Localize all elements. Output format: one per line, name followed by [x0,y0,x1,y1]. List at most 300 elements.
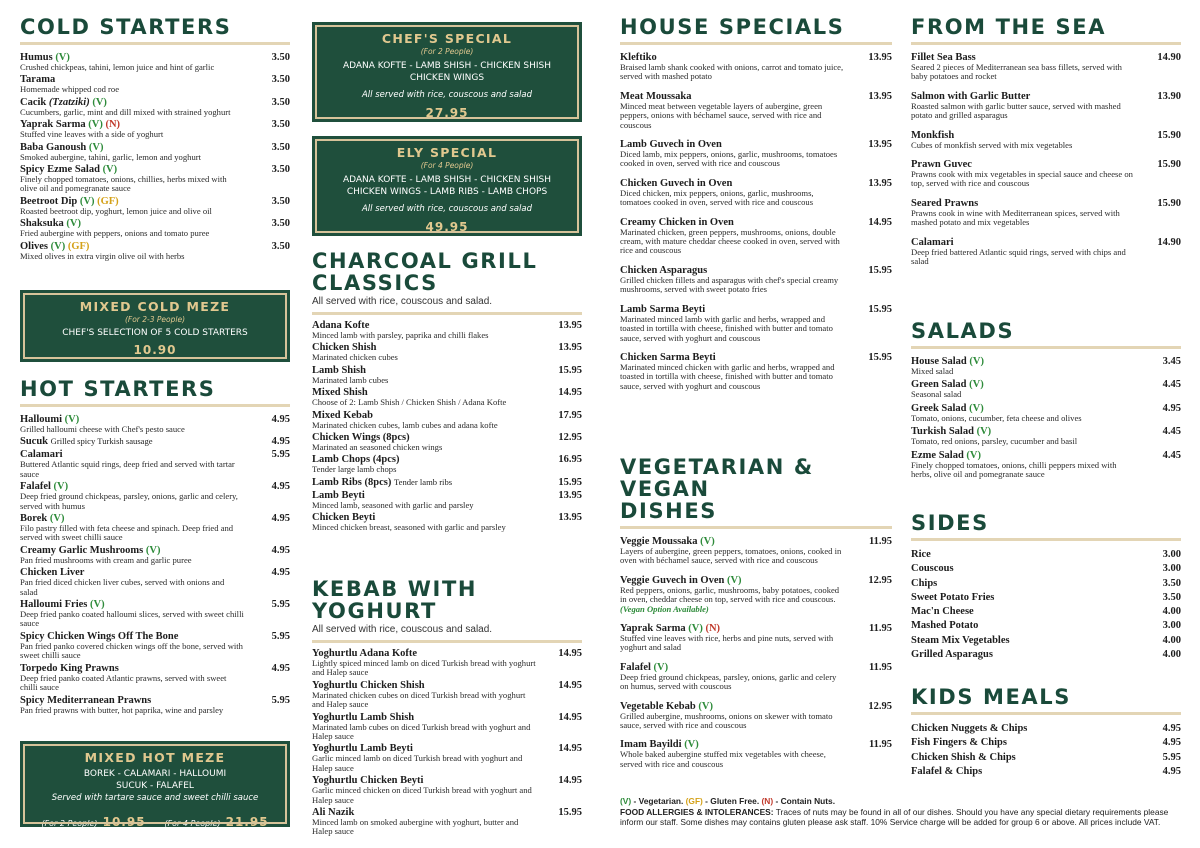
chefs-special-box [312,22,582,122]
item-price: 3.50 [271,52,290,63]
item-description-block [20,460,290,479]
box-title: MIXED COLD MEZE [79,299,231,314]
menu-item [620,265,892,295]
dietary-tag: (V) [79,195,95,207]
item-price: 15.95 [558,364,582,376]
menu-item [312,477,582,488]
item-description: Roasted salmon with garlic butter sauce, served with mashed potato and grilled asparagus [911,100,1121,121]
item-description: Mixed olives in extra virgin olive oil with herbs [20,250,185,261]
ely-special-box [312,136,582,236]
item-price: 4.45 [1162,426,1181,438]
item-description-block [911,209,1181,228]
item-price: 3.50 [271,164,290,176]
item-price: 15.90 [1157,159,1181,171]
dietary-tag: (V) [145,544,161,556]
box-title: ELY SPECIAL [396,145,498,160]
menu-item [20,119,290,139]
item-description-block [312,443,582,452]
item-description-block [20,556,290,565]
item-description-block [620,586,892,614]
menu-item [20,449,290,479]
item-name: Halloumi Fries [20,599,88,611]
menu-item [620,623,892,653]
item-price: 5.95 [1162,751,1181,763]
item-name: Seared Prawns [911,197,979,209]
dietary-tag: (N) [705,623,721,635]
box-title: MIXED HOT MEZE [84,750,226,765]
item-name: Imam Bayildi [620,739,682,751]
kids-list [911,722,1181,779]
mixed-cold-meze-box [20,290,290,362]
item-description: Pan fried prawns with butter, hot paprika, wine and parsley [20,704,224,715]
item-name: Spicy Chicken Wings Off The Bone [20,630,179,642]
section-title: COLD STARTERS [20,16,290,45]
item-description: Diced chicken, mix peppers, onions, garlic, mushrooms, tomatoes cooked in oven, served with rice and couscous [620,187,814,208]
item-description-block [20,153,290,162]
item-name: House Salad [911,356,967,367]
menu-item [620,139,892,169]
menu-item [312,342,582,362]
item-description: Stuffed vine leaves with rice, herbs and pine nuts, served with yoghurt and salad [620,633,834,653]
list-item [911,605,1181,619]
item-price: 5.95 [271,694,290,706]
dietary-tag: (V) [726,574,742,586]
item-price: 4.95 [1162,723,1181,734]
dietary-tag: (V) [698,700,713,712]
item-name: Calamari [20,449,63,461]
key-nuts-tag: (N) [761,796,774,806]
item-description: Roasted beetroot dip, yoghurt, lemon juice and olive oil [20,205,212,216]
item-name: Spicy Ezme Salad [20,164,100,176]
item-description: Marinated lamb cubes on diced Turkish bread with yoghurt and Halep sauce [312,721,531,742]
item-description-block [312,786,582,805]
section-title: FROM THE SEA [911,16,1181,45]
item-name: Monkfish [911,129,955,141]
menu-item [20,241,290,261]
list-item [911,751,1181,765]
item-description: Crushed chickpeas, tahini, lemon juice and hint of garlic [20,62,215,72]
list-item [911,591,1181,605]
item-name: Olives [20,240,48,252]
key-vegetarian-tag: (V) [620,796,632,806]
menu-item [620,701,892,731]
menu-item [312,712,582,742]
menu-item [911,379,1181,399]
menu-list [620,536,892,769]
menu-item [20,631,290,661]
item-description: Deep fried battered Atlantic squid rings, served with chips and salad [911,246,1126,267]
item-name: Ezme Salad [911,449,964,461]
footer-notes [620,796,1180,828]
dietary-tag: (V) [684,739,699,751]
list-item [911,577,1181,591]
item-name: Chicken Shish [312,342,377,354]
menu-item [312,432,582,452]
box-text: CHEF'S SELECTION OF 5 COLD STARTERS [62,328,248,338]
item-price: 5.95 [271,599,290,611]
section-title: KEBAB WITH YOGHURT [312,577,478,623]
item-description-block [620,102,892,130]
item-description-block [911,63,1181,82]
item-description-block [620,228,892,256]
menu-item [20,513,290,543]
box-line-1: BOREK - CALAMARI - HALLOUMI [83,769,227,779]
cold-starters-section [20,16,290,263]
kebab-yoghurt-section [312,578,582,839]
item-description: Mixed salad [911,366,954,376]
menu-item [620,739,892,769]
dietary-tag: (N) [105,119,121,131]
item-price: 14.95 [558,648,582,659]
menu-item [911,52,1181,82]
item-price: 13.90 [1157,90,1181,102]
item-price: 12.95 [868,700,892,712]
item-description: Choose of 2: Lamb Shish / Chicken Shish / Adana Kofte [312,397,507,408]
allergy-text: Traces of nuts may be found in all of our dishes. Should you have any special dietary requirements please inform our staff. Some dishes may contains gluten please ask staff. 10% Service charge will be added for group 6 or above. All prices include VAT. [620,806,1169,827]
item-description: Diced lamb, mix peppers, onions, garlic, mushrooms, tomatoes cooked in oven, served with rice and couscous [620,149,838,169]
item-description: Finely chopped tomatoes, onions, chillies, herbs mixed with olive oil and pomegranate sauce [20,174,227,194]
item-description-block [620,363,892,391]
item-description: Minced lamb on smoked aubergine with yoghurt, butter and Halep sauce [312,817,519,837]
price-label-2-people: (For 2 People) [41,819,98,828]
item-name: Cacik [20,96,47,108]
item-price: 14.90 [1157,236,1181,248]
item-name: Meat Moussaka [620,90,692,102]
dietary-tag: (V) [88,141,104,153]
item-description: Tender lamb ribs [393,476,453,487]
menu-list [620,52,892,391]
item-price: 3.50 [271,218,290,230]
item-name: Chicken Liver [20,567,85,579]
list-item [911,562,1181,576]
section-note: All served with rice, couscous and salad. [312,296,582,315]
item-name: Veggie Moussaka [620,536,698,547]
box-price: 10.90 [133,343,177,357]
item-name: Shaksuka [20,218,64,230]
menu-item [20,481,290,511]
item-name: Lamb Sarma Beyti [620,303,706,315]
menu-item [312,680,582,710]
item-description: Grilled chicken fillets and asparagus with chef's special creamy mushrooms, served with sweet potato fries [620,274,839,295]
item-price: 13.95 [558,320,582,331]
item-description-block [620,634,892,653]
item-description: Grilled spicy Turkish sausage [50,436,153,447]
item-price: 15.95 [868,303,892,315]
item-description: Smoked aubergine, tahini, garlic, lemon and yoghurt [20,151,201,162]
item-description: Marinated chicken cubes, lamb cubes and adana kofte [312,419,498,430]
item-name: Yoghurtlu Lamb Beyti [312,743,413,755]
item-description-block [620,547,892,566]
menu-item [312,454,582,474]
item-price: 11.95 [868,536,892,547]
item-description-block [620,276,892,295]
box-line-1: ADANA KOFTE - LAMB SHISH - CHICKEN SHISH [342,61,552,71]
item-price: 4.95 [1162,402,1181,414]
mixed-hot-meze-box [20,741,290,827]
box-subtitle: (For 2-3 People) [124,315,186,324]
dietary-tag: (V) [653,661,669,673]
item-price: 5.95 [271,630,290,642]
box-subtitle: (For 4 People) [420,161,474,170]
section-title: HOUSE SPECIALS [620,16,892,45]
item-description-block [312,523,582,532]
item-name: Spicy Mediterranean Prawns [20,694,152,706]
item-description: Seasonal salad [911,389,962,400]
item-name: Creamy Garlic Mushrooms [20,544,144,556]
dietary-tag: (V) [969,402,984,414]
item-name: Ali Nazik [312,807,355,819]
section-title-line-1: CHARCOAL GRILL [312,249,538,273]
item-description-block [620,63,892,82]
section-title: HOT STARTERS [20,378,290,407]
box-italic-note: All served with rice, couscous and salad [361,90,533,100]
item-price: 3.50 [271,240,290,252]
menu-list [312,648,582,837]
menu-list [20,414,290,715]
charcoal-grill-section [312,250,582,535]
item-description: Minced meat between vegetable layers of aubergine, green peppers, onions with béchamel sauce, served with rice and couscous [620,100,823,130]
item-name: Greek Salad [911,402,967,414]
menu-item [620,536,892,566]
dietary-tag: (V) [66,218,81,230]
item-description: Tender large lamb chops [312,464,397,475]
item-description: Garlic minced lamb on diced Turkish bread with yoghurt and Halep sauce [312,753,523,773]
item-name: Lamb Chops (4pcs) [312,454,400,466]
item-price: 13.95 [868,139,892,151]
dietary-tag: (GF) [67,240,90,252]
item-name: Chicken Beyti [312,512,376,524]
item-description-block [911,414,1181,423]
item-price: 4.00 [1162,649,1181,661]
key-nuts-text: - Contain Nuts. [773,796,836,806]
vegan-option-note: (Vegan Option Available) [620,603,709,614]
item-name: Falafel [20,481,51,493]
dietary-tag: (V) [969,356,984,367]
item-name: Beetroot Dip [20,195,78,207]
menu-item [20,218,290,238]
section-title-line-1: VEGETARIAN & VEGAN [620,455,814,501]
item-price: 14.95 [868,216,892,228]
menu-item [312,490,582,510]
menu-item [911,237,1181,267]
menu-item [20,414,290,434]
allergy-label: FOOD ALLERGIES & INTOLERANCES: [620,806,774,817]
item-name: Lamb Ribs (8pcs) [312,476,392,488]
item-name: Vegetable Kebab [620,700,696,712]
menu-item [312,320,582,340]
item-description: Cucumbers, garlic, mint and dill mixed with strained yoghurt [20,106,231,117]
item-name: Grilled Asparagus [911,649,993,661]
menu-item [911,450,1181,480]
item-description: Marinated minced lamb with garlic and herbs, wrapped and toasted in tortilla with cheese, finished with butter and tomato sauce, served with yoghurt and couscous [620,313,833,343]
item-name: Yaprak Sarma [620,623,686,635]
menu-item [312,512,582,532]
item-description-block [20,229,290,238]
item-description-block [20,674,290,693]
item-description: Marinated chicken cubes [312,352,398,363]
menu-item [20,97,290,117]
item-price: 13.95 [868,52,892,63]
menu-item [911,198,1181,228]
key-gluten-free-text: - Gluten Free. [702,796,762,806]
item-description: Deep fried ground chickpeas, parsley, onions, garlic and celery on humus, served with couscous [620,671,837,692]
item-name-alt: (Tzatziki) [48,96,90,108]
menu-item [312,743,582,773]
item-description: Minced lamb with parsley, paprika and chilli flakes [312,330,489,340]
menu-item [620,662,892,692]
kids-meals-section [911,686,1181,779]
item-description-block [911,248,1181,267]
item-description: Layers of aubergine, green peppers, tomatoes, onions, cooked in oven with béchamel sauce, served with rice and couscous [620,546,842,566]
item-name: Chips [911,577,938,589]
item-description-block [911,102,1181,121]
menu-item [20,436,290,447]
sides-list [911,548,1181,662]
menu-item [620,52,892,82]
item-price: 4.95 [1162,765,1181,777]
item-description: Marinated minced chicken with garlic and herbs, wrapped and toasted in tortilla with cheese, finished with butter and tomato sauce, served with yoghurt and couscous [620,361,835,391]
item-description: Buttered Atlantic squid rings, deep fried and served with tartar sauce [20,459,235,479]
item-description: Seared 2 pieces of Mediterranean sea bass fillets, served with baby potatoes and rocket [911,62,1122,82]
item-description-block [20,207,290,216]
dietary-tag: (V) [88,119,103,131]
dietary-tag: (V) [92,96,107,108]
item-price: 13.95 [868,177,892,189]
dietary-tag: (V) [49,513,65,525]
item-description-block [312,501,582,510]
sides-section [911,512,1181,662]
item-description: Prawns cook in wine with Mediterranean spices, served with mashed potato and mix vegetables [911,207,1120,228]
item-price: 4.95 [271,436,290,448]
section-title [620,456,892,529]
dietary-tag: (V) [102,164,118,176]
menu-item [20,142,290,162]
item-description-block [312,818,582,837]
item-description-block [312,465,582,474]
section-title: SIDES [911,512,1181,541]
box-price: 27.95 [425,106,469,120]
menu-item [620,178,892,208]
item-name: Lamb Guvech in Oven [620,139,722,151]
item-description-block [20,578,290,597]
item-name: Borek [20,513,48,525]
item-name: Prawn Guvec [911,159,972,171]
item-description: Marinated chicken, green peppers, mushrooms, onions, double cream, with mature cheddar cheese cooked in oven, served with rice and couscous [620,226,840,256]
item-description-block [312,376,582,385]
menu-item [20,164,290,194]
item-description-block [20,524,290,543]
dietary-tag: (V) [53,481,69,493]
item-price: 11.95 [868,623,892,635]
item-description: Whole baked aubergine stuffed mix vegetables with cheese, served with rice and couscous [620,749,826,769]
item-name: Yoghurtlu Chicken Shish [312,679,425,691]
item-price: 4.00 [1162,634,1181,646]
item-price: 14.95 [558,679,582,691]
item-description-block [312,691,582,710]
item-price: 4.95 [1162,737,1181,749]
box-line-2: CHICKEN WINGS [409,73,485,83]
item-name: Lamb Shish [312,364,366,376]
dietary-key [620,796,1180,807]
menu-item [312,387,582,407]
price-4-people: 21.95 [225,815,269,829]
section-title: SALADS [911,320,1181,349]
menu-item [911,356,1181,376]
item-description-block [911,141,1181,150]
box-subtitle: (For 2 People) [420,47,474,56]
item-price: 3.00 [1162,563,1181,575]
item-price: 17.95 [558,409,582,421]
menu-item-row [312,477,582,488]
item-name: Fillet Sea Bass [911,52,976,63]
item-description-block [20,130,290,139]
menu-item [20,567,290,597]
item-description: Homemade whipped cod roe [20,84,120,95]
menu-item [20,663,290,693]
item-description: Marinated chicken cubes on diced Turkish bread with yoghurt and Halep sauce [312,689,526,710]
item-description-block [620,315,892,343]
item-price: 3.50 [271,96,290,108]
box-price: 49.95 [425,220,469,234]
item-description: Marinated an seasoned chicken wings [312,442,443,453]
item-name: Chicken Asparagus [620,264,708,276]
item-description: Deep fried panko coated Atlantic prawns, served with sweet chilli sauce [20,672,227,693]
item-price: 14.95 [558,775,582,787]
item-description-block [911,437,1181,446]
item-description: Tomato, onions, cucumber, feta cheese and olives [911,412,1082,423]
menu-item [911,426,1181,446]
menu-item [911,159,1181,189]
item-price: 3.50 [271,195,290,207]
menu-list [312,320,582,533]
item-description: Red peppers, onions, garlic, mushrooms, baby potatoes, cooked in oven, cheddar cheese on top, served with rice and couscous. [620,584,840,605]
item-description-block [20,492,290,511]
item-price: 13.95 [558,342,582,354]
menu-item [911,91,1181,121]
item-name-group [20,436,153,447]
item-description-block [20,642,290,661]
key-gluten-free-tag: (GF) [685,796,703,806]
item-description-block [20,706,290,715]
item-name: Yoghurtlu Lamb Shish [312,711,415,723]
item-name: Sucuk [20,436,49,448]
list-item [911,548,1181,562]
menu-item [620,217,892,256]
dietary-tag: (V) [700,536,715,547]
from-the-sea-section [911,16,1181,275]
item-description: Minced lamb, seasoned with garlic and parsley [312,499,474,510]
item-description-block [620,189,892,208]
item-name: Tarama [20,74,56,86]
item-description: Pan fried mushrooms with cream and garlic puree [20,554,192,565]
list-item [911,619,1181,633]
item-name: Falafel [620,661,651,673]
item-name: Baba Ganoush [20,141,87,153]
item-name: Sweet Potato Fries [911,591,995,603]
item-description: Grilled aubergine, mushrooms, onions on skewer with tomato sauce, served with rice and couscous [620,710,833,731]
dietary-tag: (V) [50,240,66,252]
item-name: Yaprak Sarma [20,119,86,131]
menu-item [911,130,1181,150]
item-price: 13.95 [868,90,892,102]
dietary-tag: (V) [55,52,70,63]
salads-section [911,320,1181,482]
list-item [911,765,1181,779]
item-price: 14.95 [558,387,582,399]
item-price: 4.95 [271,481,290,493]
item-description-block [911,390,1181,399]
menu-item [312,365,582,385]
